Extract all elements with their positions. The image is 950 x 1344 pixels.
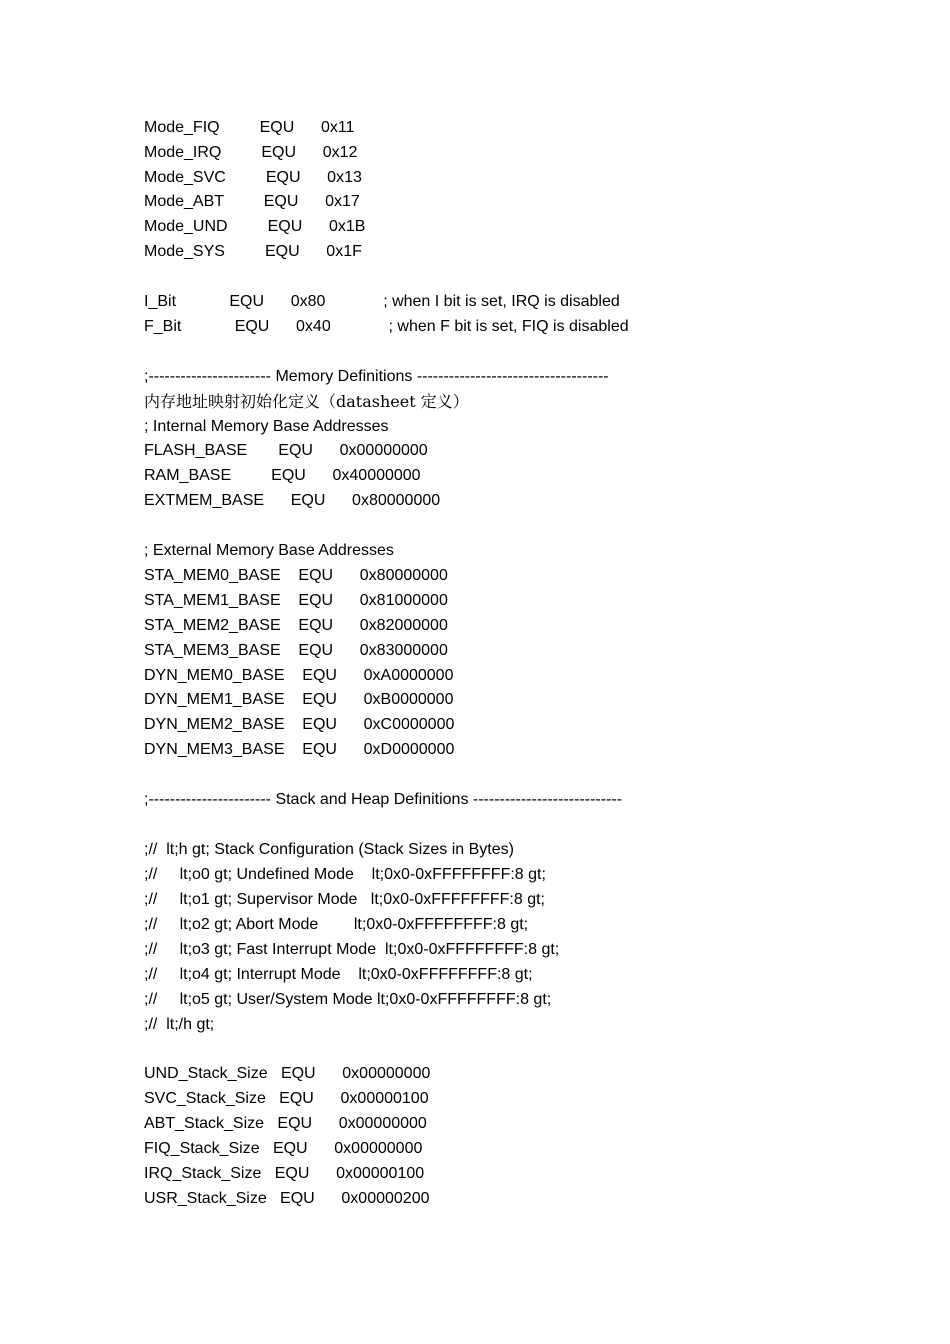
code-line-und-stack-size: UND_Stack_Size EQU 0x00000000 [144,1065,431,1082]
code-line-mode-abt: Mode_ABT EQU 0x17 [144,193,360,210]
code-line-mode-svc: Mode_SVC EQU 0x13 [144,169,362,186]
section-divider-stack-heap: ;----------------------- Stack and Heap Definitions ---------------------------- [144,791,623,808]
code-line-irq-stack-size: IRQ_Stack_Size EQU 0x00000100 [144,1165,425,1182]
code-line-mode-und: Mode_UND EQU 0x1B [144,218,366,235]
code-line-extmem-base: EXTMEM_BASE EQU 0x80000000 [144,492,441,509]
code-line-i-bit: I_Bit EQU 0x80 ; when I bit is set, IRQ is disabled [144,293,620,310]
comment-abort-mode: ;// lt;o2 gt; Abort Mode lt;0x0-0xFFFFFFFF:8 gt; [144,916,529,933]
comment-interrupt-mode: ;// lt;o4 gt; Interrupt Mode lt;0x0-0xFFFFFFFF:8 gt; [144,966,533,983]
code-line-usr-stack-size: USR_Stack_Size EQU 0x00000200 [144,1190,430,1207]
code-line-ram-base: RAM_BASE EQU 0x40000000 [144,467,421,484]
comment-internal-memory: ; Internal Memory Base Addresses [144,418,389,435]
code-line-sta-mem3: STA_MEM3_BASE EQU 0x83000000 [144,642,448,659]
code-line-sta-mem0: STA_MEM0_BASE EQU 0x80000000 [144,567,448,584]
comment-supervisor-mode: ;// lt;o1 gt; Supervisor Mode lt;0x0-0xFFFFFFFF:8 gt; [144,891,545,908]
section-divider-memory: ;----------------------- Memory Definitions ------------------------------------ [144,368,609,385]
comment-fiq-mode: ;// lt;o3 gt; Fast Interrupt Mode lt;0x0-0xFFFFFFFF:8 gt; [144,941,560,958]
code-line-flash-base: FLASH_BASE EQU 0x00000000 [144,442,428,459]
code-line-abt-stack-size: ABT_Stack_Size EQU 0x00000000 [144,1115,427,1132]
comment-stack-config: ;// lt;h gt; Stack Configuration (Stack Sizes in Bytes) [144,841,514,858]
code-line-f-bit: F_Bit EQU 0x40 ; when F bit is set, FIQ is disabled [144,318,629,335]
chinese-note: 内存地址映射初始化定义（datasheet 定义） [144,392,469,411]
code-line-dyn-mem1: DYN_MEM1_BASE EQU 0xB0000000 [144,691,454,708]
code-line-sta-mem1: STA_MEM1_BASE EQU 0x81000000 [144,592,448,609]
comment-external-memory: ; External Memory Base Addresses [144,542,394,559]
comment-stack-config-end: ;// lt;/h gt; [144,1016,215,1033]
code-line-mode-irq: Mode_IRQ EQU 0x12 [144,144,358,161]
code-line-fiq-stack-size: FIQ_Stack_Size EQU 0x00000000 [144,1140,423,1157]
code-line-sta-mem2: STA_MEM2_BASE EQU 0x82000000 [144,617,448,634]
comment-undefined-mode: ;// lt;o0 gt; Undefined Mode lt;0x0-0xFFFFFFFF:8 gt; [144,866,546,883]
comment-user-system-mode: ;// lt;o5 gt; User/System Mode lt;0x0-0xFFFFFFFF:8 gt; [144,991,552,1008]
code-line-mode-fiq: Mode_FIQ EQU 0x11 [144,119,355,136]
code-line-mode-sys: Mode_SYS EQU 0x1F [144,243,362,260]
code-line-dyn-mem0: DYN_MEM0_BASE EQU 0xA0000000 [144,667,454,684]
code-line-svc-stack-size: SVC_Stack_Size EQU 0x00000100 [144,1090,429,1107]
code-line-dyn-mem2: DYN_MEM2_BASE EQU 0xC0000000 [144,716,455,733]
code-line-dyn-mem3: DYN_MEM3_BASE EQU 0xD0000000 [144,741,455,758]
